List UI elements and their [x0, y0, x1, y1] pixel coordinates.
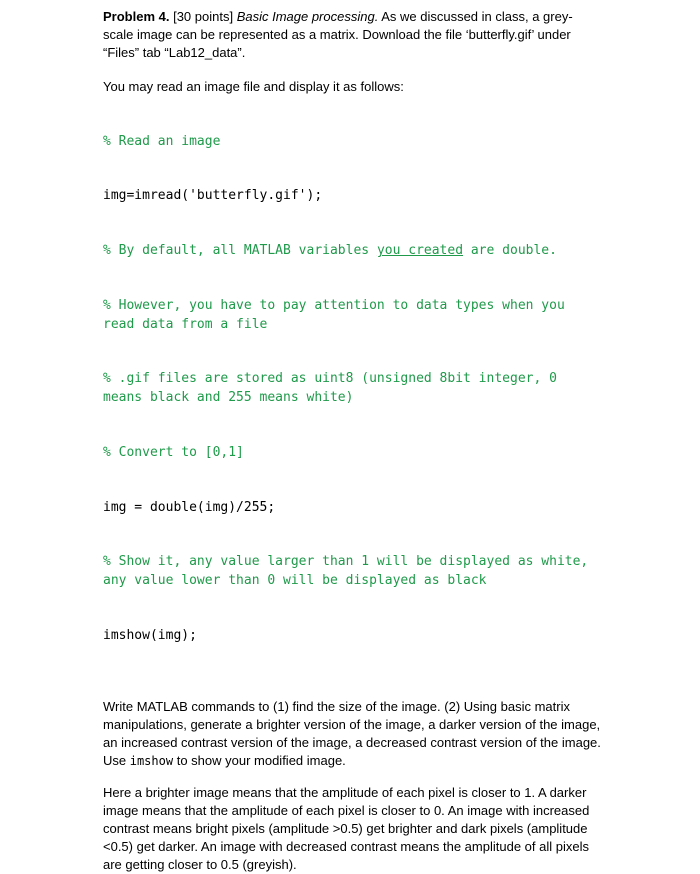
- read-intro: You may read an image file and display it as follows:: [103, 79, 404, 94]
- matlab-code-block: [103, 96, 603, 682]
- problem-intro-text: As we discussed in class, a grey-scale image can be represented as a matrix. Download the file ‘butterfly.gif’ under “Files” tab “Lab12_data”.: [103, 9, 573, 60]
- code-comment-part: % By default, all MATLAB variables: [103, 243, 377, 259]
- problem-points: [30 points]: [169, 9, 237, 24]
- task-text-end: to show your modified image.: [173, 752, 346, 768]
- problem-topic: Basic Image processing.: [236, 9, 379, 24]
- code-line: img=imread('butterfly.gif');: [103, 188, 323, 204]
- problem-label: Problem 4.: [103, 9, 170, 24]
- code-comment: % .gif files are stored as uint8 (unsigned 8bit integer, 0 means black and 255 means white): [103, 371, 565, 405]
- problem-intro: [103, 8, 603, 62]
- code-comment: % Show it, any value larger than 1 will be displayed as white, any value lower than 0 will be displayed as black: [103, 554, 597, 588]
- code-line: img = double(img)/255;: [103, 499, 276, 515]
- code-line: imshow(img);: [103, 627, 197, 643]
- task-paragraph: [103, 698, 603, 770]
- code-comment: [103, 242, 603, 260]
- task-text: Write MATLAB commands to (1) find the size of the image. (2) Using basic matrix manipulations, generate a brighter version of the image, a darker version of the image, an increased contrast version of the image, a decreased contrast version of the image. Use: [103, 698, 601, 768]
- code-comment: % However, you have to pay attention to data types when you read data from a file: [103, 298, 573, 332]
- code-comment-part: are double.: [463, 243, 557, 259]
- task-command: imshow: [129, 753, 174, 768]
- code-comment: % Read an image: [103, 133, 221, 149]
- code-comment: % Convert to [0,1]: [103, 444, 244, 460]
- explanation-paragraph: Here a brighter image means that the amplitude of each pixel is closer to 1. A darker image means that the amplitude of each pixel is closer to 0. An image with increased contrast means bright pixels (amplitude >0.5) get brighter and dark pixels (amplitude <0.5) get darker. An image with decreased contrast means the amplitude of all pixels are getting closer to 0.5 (greyish).: [103, 784, 590, 872]
- document-page: [103, 8, 603, 874]
- code-comment-underlined: you created: [376, 243, 464, 259]
